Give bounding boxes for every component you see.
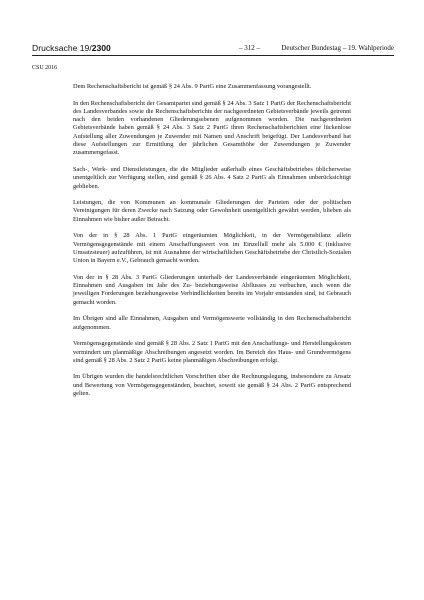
document-label (32, 43, 111, 53)
page-number: – 312 – (239, 44, 260, 52)
section-label: CSU 2016 (32, 65, 58, 71)
paragraph: Im Übrigen wurden die handelsrechtlichen Vorschriften über die Rechnungslegung, insbesondere zu Ansatz und Bewertung von Vermögensgegenständen, beachtet, soweit sie gemäß § 24 Abs. 2 PartG entsprechend gelten. (73, 373, 351, 397)
paragraph: Von der in § 28 Abs. 1 PartG eingeräumten Möglichkeit, in der Vermögensbilanz allein Vermögensgegenstände mit einem Anschaffungswert von im Einzelfall mehr als 5.000 € (inklusive Umsatzsteuer) aufzuführen, ist mit Ausnahme der wirtschaftlichen Geschäftsbetriebe der Christlich-Sozialen Union in Bayern e.V., Gebrauch gemacht worden. (73, 232, 351, 265)
document-label-prefix: Drucksache 19/ (32, 43, 92, 53)
running-header (32, 43, 394, 55)
document-number: 2300 (91, 43, 111, 53)
paragraph: Sach-, Werk- und Dienstleistungen, die die Mitglieder außerhalb eines Geschäftsbetriebes üblicherweise unentgeltlich zur Verfügung stellen, sind gemäß § 26 Abs. 4 Satz 2 PartG als Einnahmen unberücksichtigt geblieben. (73, 165, 351, 190)
paragraph: Dem Rechenschaftsbericht ist gemäß § 24 Abs. 9 PartG eine Zusammenfassung vorangestellt. (73, 83, 312, 90)
paragraph: Vermögensgegenstände sind gemäß § 28 Abs. 2 Satz 1 PartG mit den Anschaffungs- und Herstellungskosten vermindert um planmäßige Abschreibungen angesetzt worden. Im Bereich des Haus- und Grundvermögens sind gemäß § 28 Abs. 2 Satz 2 PartG keine planmäßigen Abschreibungen erfolgt. (73, 340, 351, 364)
periodical-title: Deutscher Bundestag – 19. Wahlperiode (281, 44, 394, 52)
paragraph: Von der in § 28 Abs. 3 PartG Gliederungen unterhalb der Landesverbände eingeräumten Möglichkeit, Einnahmen und Ausgaben im Jahr des Zu- beziehungsweise Abflusses zu verbuchen, auch wenn die jeweiligen Forderungen beziehungsweise Verbindlichkeiten bereits im Vorjahr entstanden sind, ist Gebrauch gemacht worden. (73, 273, 351, 306)
paragraph: Leistungen, die von Kommunen an kommunale Gliederungen der Parteien oder der politischen Vereinigungen für deren Zwecke nach Satzung oder Gewohnheit unentgeltlich gewährt werden, blieben als Einnahmen wie bisher außer Betracht. (73, 199, 351, 223)
body-text (73, 83, 351, 398)
header-divider (32, 55, 394, 56)
paragraph: Im Übrigen sind alle Einnahmen, Ausgaben und Vermögenswerte vollständig in den Rechenschaftsbericht aufgenommen. (73, 315, 351, 331)
paragraph: In den Rechenschaftsbericht der Gesamtpartei sind gemäß § 24 Abs. 3 Satz 1 PartG der Rechenschaftsbericht des Landesverbandes sowie die Rechenschaftsberichte der nachgeordneten Gebietsverbände jeweils getrennt nach den beiden vorhandenen Gliederungsebenen aufgenommen worden. Die nachgeordneten Gebietsverbände haben gemäß § 24 Abs. 3 Satz 2 PartG ihren Rechenschaftsberichten eine lückenlose Aufstellung aller Zuwendungen je Zuwender mit Namen und Anschrift beigefügt. Der Landesverband hat diese Aufstellungen zur Ermittlung der jährlichen Gesamthöhe der Zuwendungen je Zuwender zusammengefasst. (73, 99, 351, 157)
